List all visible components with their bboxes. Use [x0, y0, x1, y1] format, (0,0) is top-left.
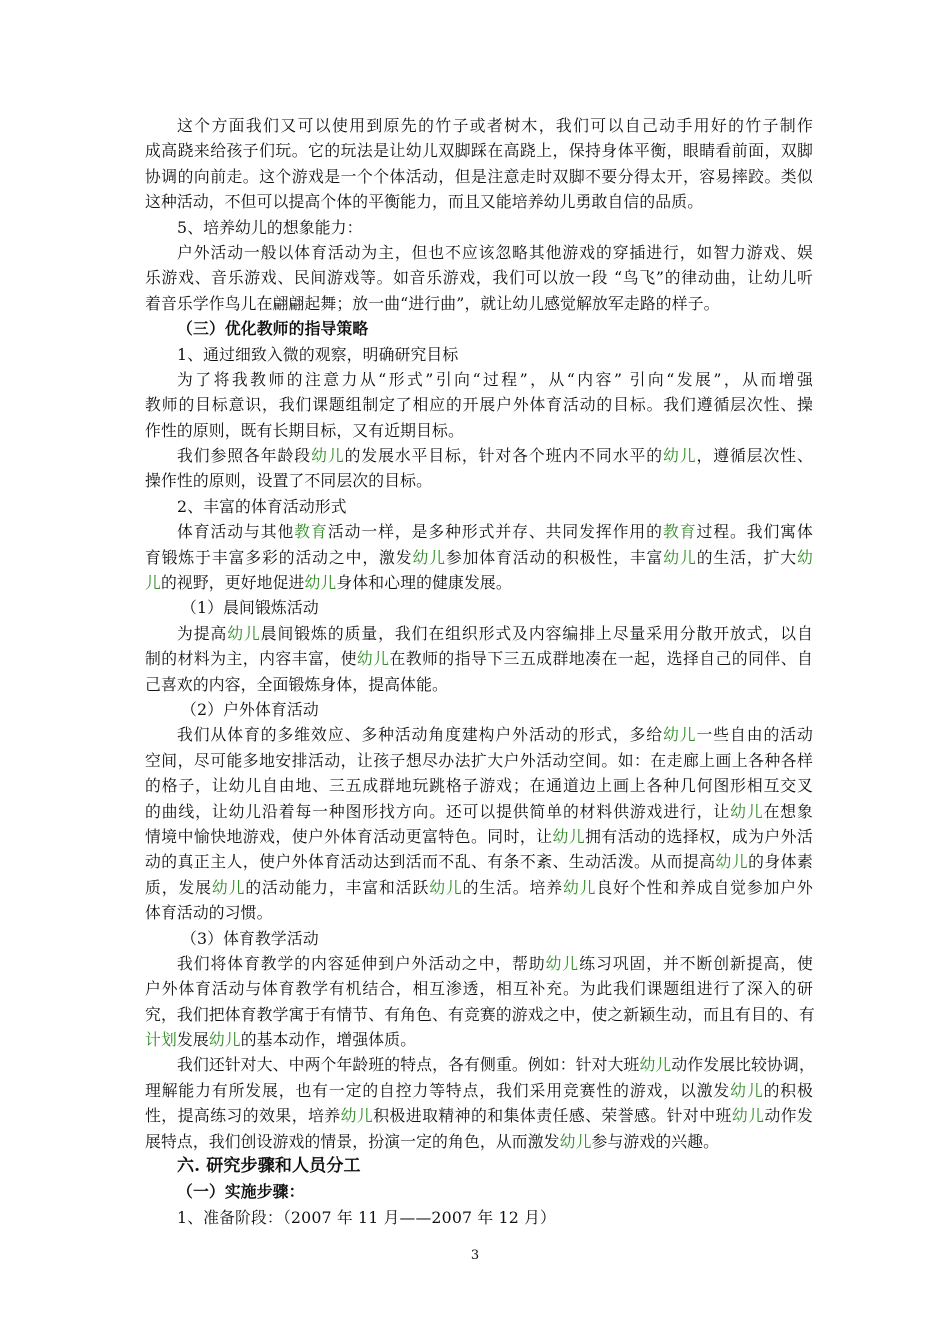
keyword-link[interactable]: 幼儿 — [208, 1030, 241, 1050]
keyword-link[interactable]: 幼儿 — [545, 953, 580, 973]
text-line: 为提高幼儿晨间锻炼的质量，我们在组织形式及内容编排上尽量采用分散开放式，以自 — [177, 623, 813, 643]
keyword-link[interactable]: 幼儿 — [730, 1080, 764, 1100]
text-line: 这个方面我们又可以使用到原先的竹子或者树木，我们可以自己动手用好的竹子制作 — [177, 116, 813, 135]
text-line: 计划发展幼儿的基本动作，增强体质。 — [145, 1030, 417, 1050]
keyword-link[interactable]: 幼儿 — [559, 1131, 592, 1151]
text-line: 作性的原则，既有长期目标，又有近期目标。 — [145, 420, 464, 440]
text-line: 性，提高练习的效果，培养幼儿积极进取精神的和集体责任感、荣誉感。针对中班幼儿动作发 — [145, 1106, 813, 1126]
list-heading: 5、培养幼儿的想象能力： — [177, 217, 363, 237]
keyword-link[interactable]: 幼儿 — [356, 649, 390, 669]
keyword-link[interactable]: 幼儿 — [663, 547, 697, 567]
text-line: 成高跷来给孩子们玩。它的玩法是让幼儿双脚踩在高跷上，保持身体平衡，眼睛看前面，双脚 — [145, 141, 813, 161]
keyword-link[interactable]: 幼 — [797, 547, 813, 567]
subsection-heading: （2）户外体育活动 — [181, 699, 319, 719]
subsection-heading: 1、准备阶段：（2007 年 11 月——2007 年 12 月） — [177, 1207, 556, 1227]
text-line: 的格子，让幼儿自由地、三五成群地玩跳格子游戏；在通道边上画上各种几何图形相互交叉 — [145, 776, 813, 796]
text-line: 己喜欢的内容，全面锻炼身体，提高体能。 — [145, 674, 448, 694]
subsection-heading: （3）体育教学活动 — [181, 928, 319, 948]
text-line: 儿的视野，更好地促进幼儿身体和心理的健康发展。 — [145, 573, 512, 593]
keyword-link[interactable]: 幼儿 — [340, 1106, 374, 1126]
keyword-link[interactable]: 幼儿 — [304, 573, 337, 593]
keyword-link[interactable]: 教育 — [662, 522, 697, 542]
keyword-link[interactable]: 教育 — [294, 522, 328, 542]
text-line: 我们还针对大、中两个年龄班的特点，各有侧重。例如：针对大班幼儿动作发展比较协调， — [177, 1055, 815, 1075]
text-line: 户外活动一般以体育活动为主，但也不应该忽略其他游戏的穿插进行，如智力游戏、娱 — [177, 242, 813, 262]
keyword-link[interactable]: 儿 — [145, 573, 161, 593]
text-line: 究，我们把体育教学寓于有情节、有角色、有竞赛的游戏之中，使之新颖生动，而且有目的、有 — [145, 1004, 815, 1024]
text-line: 我们从体育的多维效应、多种活动角度建构户外活动的形式，多给幼儿一些自由的活动 — [177, 725, 813, 745]
page-number: 3 — [470, 1248, 480, 1263]
keyword-link[interactable]: 幼儿 — [731, 1106, 765, 1126]
text-line: 操作性的原则，设置了不同层次的目标。 — [145, 471, 433, 491]
keyword-link[interactable]: 幼儿 — [662, 725, 697, 745]
section-heading: （一）实施步骤： — [177, 1182, 305, 1202]
text-line: 理解能力有所发展，也有一定的自控力等特点，我们采用竞赛性的游戏，以激发幼儿的积极 — [145, 1080, 813, 1100]
keyword-link[interactable]: 幼儿 — [211, 877, 246, 897]
text-line: 制的材料为主，内容丰富，使幼儿在教师的指导下三五成群地凑在一起，选择自己的同伴、自 — [145, 649, 813, 669]
subsection-heading: 2、丰富的体育活动形式 — [177, 496, 347, 516]
text-line: 情境中愉快地游戏，使户外体育活动更富特色。同时，让幼儿拥有活动的选择权，成为户外活 — [145, 826, 813, 846]
keyword-link[interactable]: 幼儿 — [429, 877, 463, 897]
text-line: 教师的目标意识，我们课题组制定了相应的开展户外体育活动的目标。我们遵循层次性、操 — [145, 395, 813, 415]
keyword-link[interactable]: 计划 — [145, 1030, 177, 1050]
keyword-link[interactable]: 幼儿 — [639, 1055, 672, 1075]
keyword-link[interactable]: 幼儿 — [562, 877, 597, 897]
text-line: 我们将体育教学的内容延伸到户外活动之中，帮助幼儿练习巩固，并不断创新提高，使 — [177, 953, 813, 973]
subsection-heading: 1、通过细致入微的观察，明确研究目标 — [177, 344, 459, 364]
keyword-link[interactable]: 幼儿 — [412, 547, 446, 567]
text-line: 协调的向前走。这个游戏是一个个体活动，但是注意走时双脚不要分得太开，容易摔跤。类似 — [145, 166, 813, 186]
keyword-link[interactable]: 幼儿 — [730, 801, 764, 821]
text-line: 体育活动的习惯。 — [145, 903, 273, 923]
keyword-link[interactable]: 幼儿 — [552, 826, 586, 846]
section-heading: （三）优化教师的指导策略 — [177, 319, 369, 339]
subsection-heading: （1）晨间锻炼活动 — [181, 598, 319, 618]
text-line: 为了将我教师的注意力从“形式”引向“过程”，从“内容” 引向“发展”，从而增强 — [177, 369, 813, 389]
chapter-heading: 六. 研究步骤和人员分工 — [177, 1156, 361, 1177]
text-line: 我们参照各年龄段幼儿的发展水平目标，针对各个班内不同水平的幼儿，遵循层次性、 — [177, 446, 813, 466]
text-line: 这种活动，不但可以提高个体的平衡能力，而且又能培养幼儿勇敢自信的品质。 — [145, 192, 704, 212]
text-line: 体育活动与其他教育活动一样，是多种形式并存、共同发挥作用的教育过程。我们寓体 — [177, 522, 813, 542]
keyword-link[interactable]: 幼儿 — [227, 623, 261, 643]
text-line: 户外体育活动与体育教学有机结合，相互渗透，相互补充。为此我们课题组进行了深入的研 — [145, 979, 813, 999]
text-line: 乐游戏、音乐游戏、民间游戏等。如音乐游戏，我们可以放一段 “鸟飞”的律动曲，让幼儿听 — [145, 268, 813, 288]
text-line: 育锻炼于丰富多彩的活动之中，激发幼儿参加体育活动的积极性，丰富幼儿的生活，扩大幼 — [145, 547, 813, 567]
text-line: 动的真正主人，使户外体育活动达到活而不乱、有条不紊、生动活泼。从而提高幼儿的身体素 — [145, 852, 813, 872]
keyword-link[interactable]: 幼儿 — [662, 446, 697, 466]
text-line: 展特点，我们创设游戏的情景，扮演一定的角色，从而激发幼儿参与游戏的兴趣。 — [145, 1131, 720, 1151]
keyword-link[interactable]: 幼儿 — [715, 852, 749, 872]
text-line: 的曲线，让幼儿沿着每一种图形找方向。还可以提供简单的材料供游戏进行，让幼儿在想象 — [145, 801, 813, 821]
text-line: 空间，尽可能多地安排活动，让孩子想尽办法扩大户外活动空间。如：在走廊上画上各种各样 — [145, 750, 813, 770]
text-line: 质，发展幼儿的活动能力，丰富和活跃幼儿的生活。培养幼儿良好个性和养成自觉参加户外 — [145, 877, 813, 897]
document-body — [145, 113, 813, 1230]
text-line: 着音乐学作鸟儿在翩翩起舞；放一曲“进行曲”，就让幼儿感觉解放军走路的样子。 — [145, 293, 720, 313]
keyword-link[interactable]: 幼儿 — [311, 446, 345, 466]
